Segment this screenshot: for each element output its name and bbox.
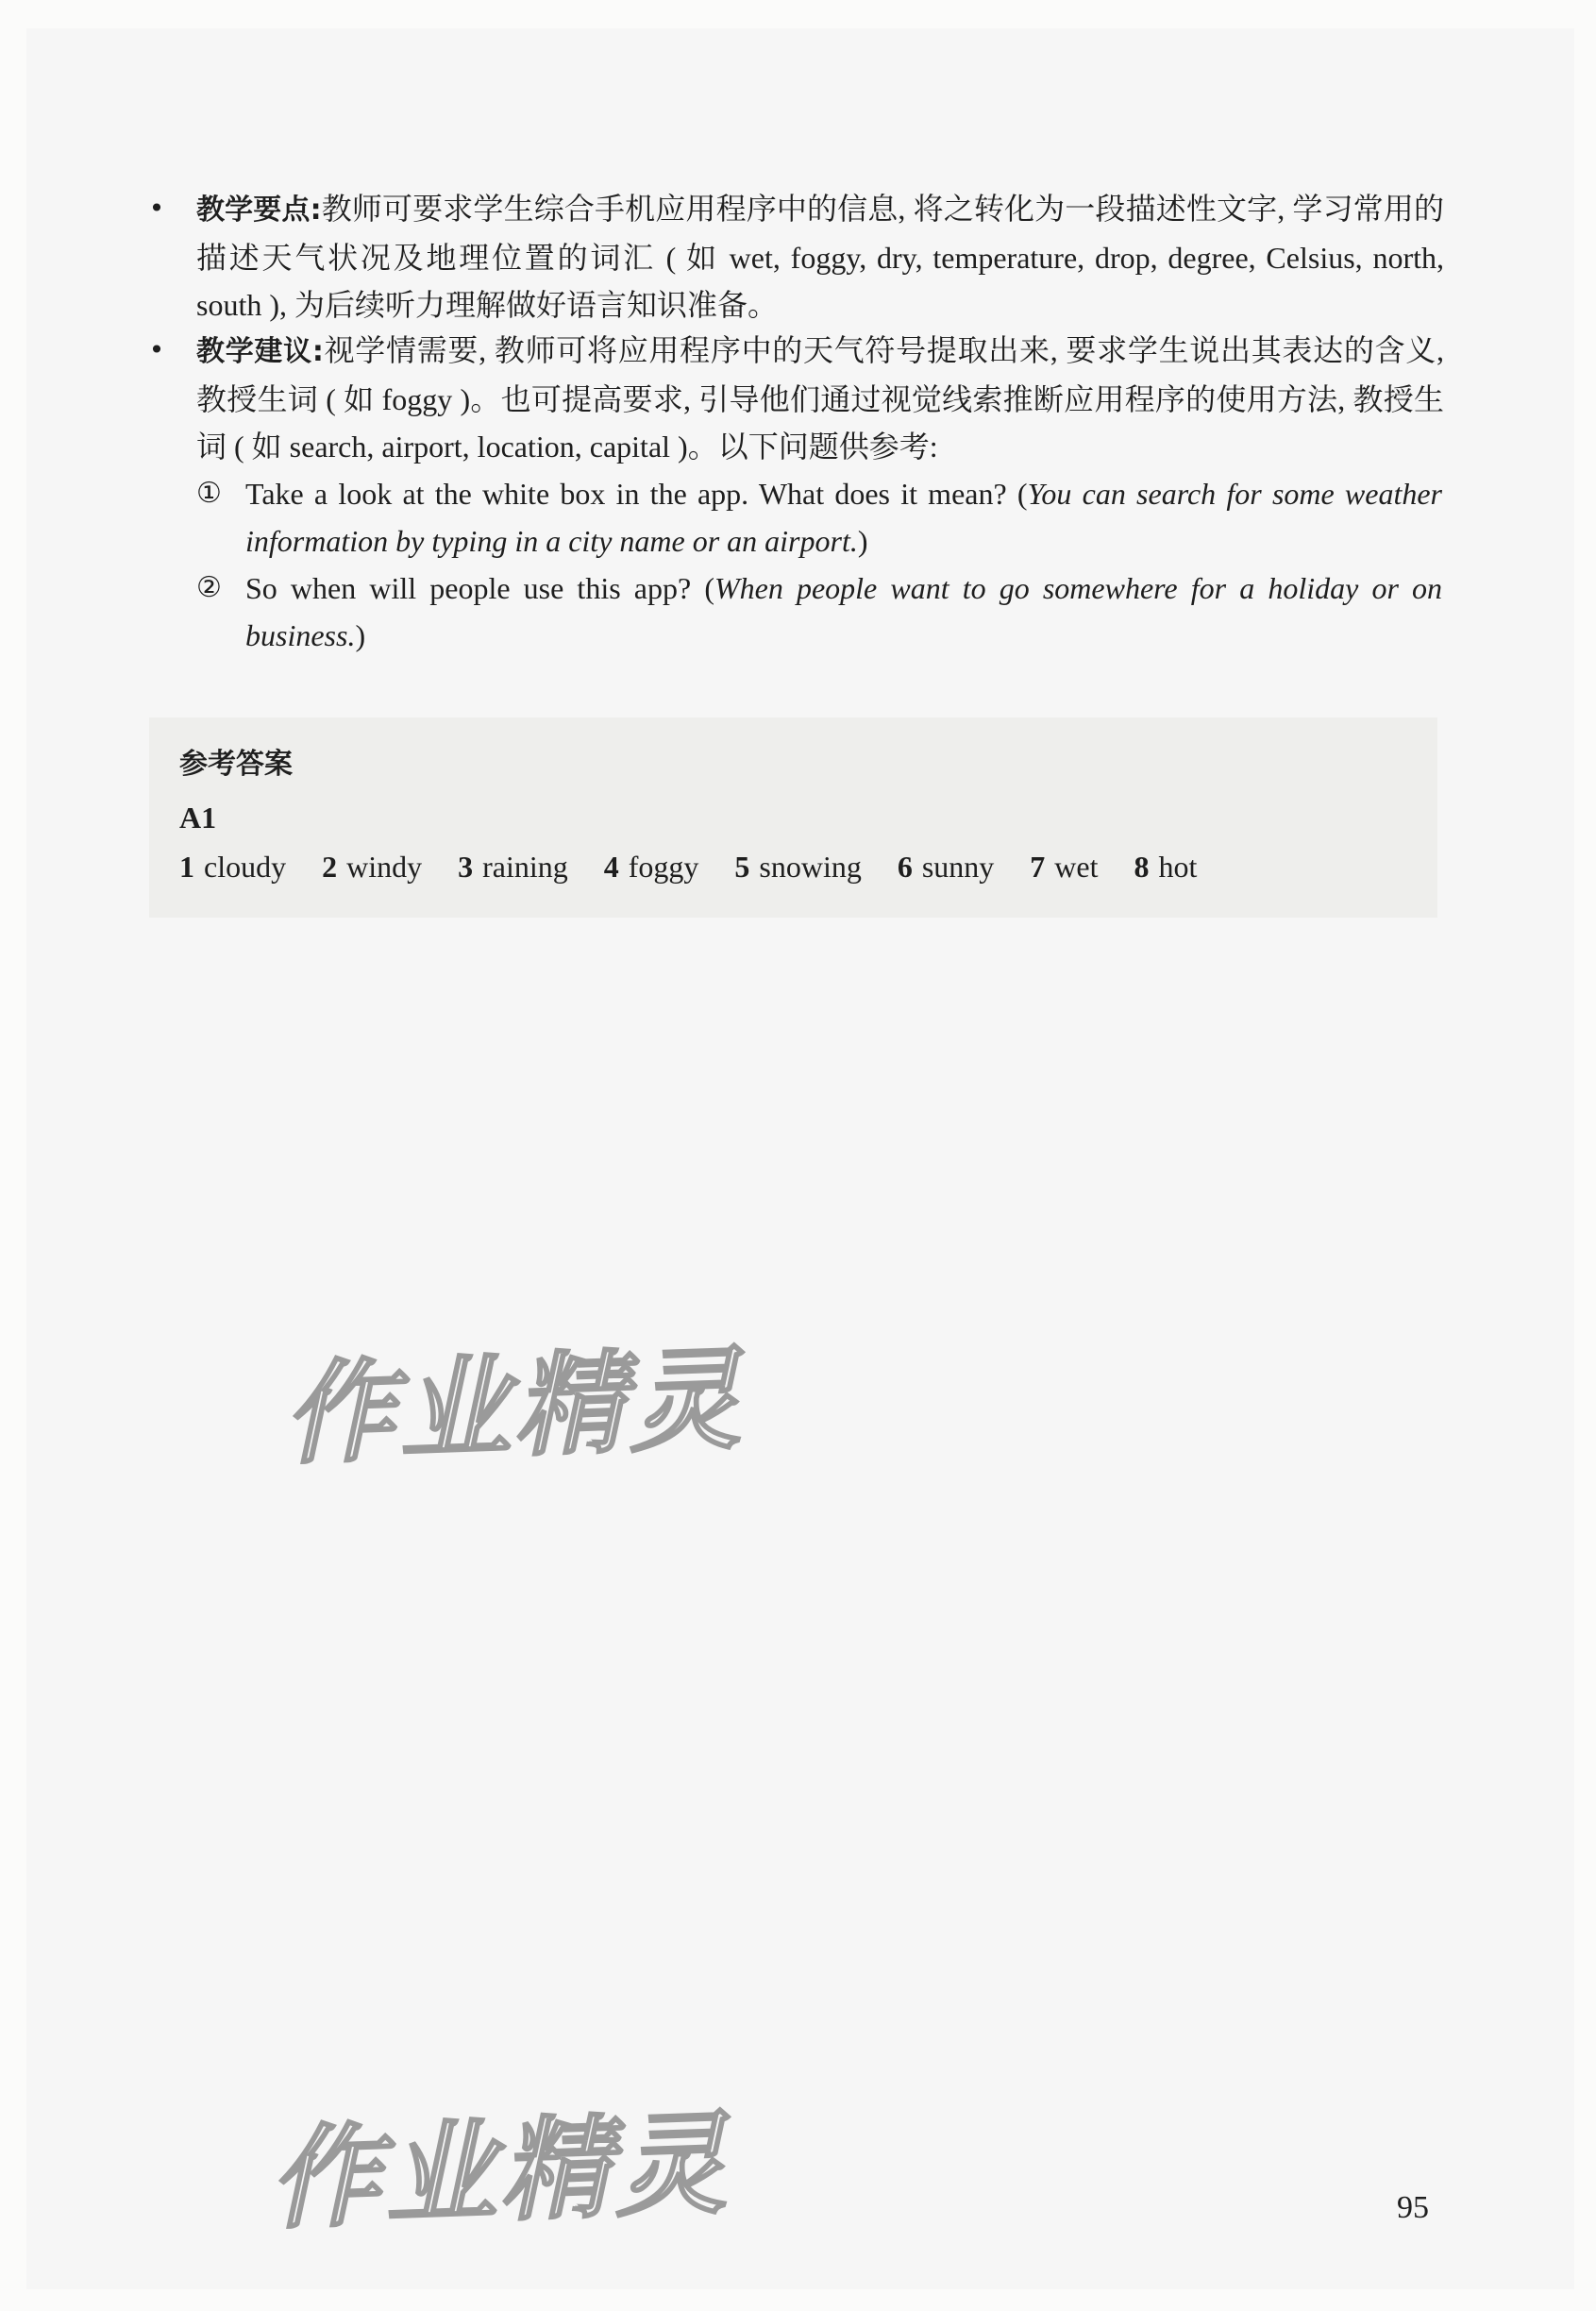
answer-item [898, 850, 994, 885]
question-number: ① [196, 477, 222, 510]
answer-number: 8 [1134, 850, 1150, 884]
teaching-suggestion-text: 视学情需要, 教师可将应用程序中的天气符号提取出来, 要求学生说出其表达的含义, 教授生词 ( 如 foggy )。也可提高要求, 引导他们通过视觉线索推断应用程序的使用方法, 教授生词 ( 如 search, airport, location, capital )。以下问题供参考: [196, 333, 1444, 464]
teaching-points-text: 教师可要求学生综合手机应用程序中的信息, 将之转化为一段描述性文字, 学习常用的描述天气状况及地理位置的词汇 ( 如 wet, foggy, dry, temperature, drop, degree, Celsius, north, south ), 为后续听力理解做好语言知识准备。 [196, 192, 1444, 322]
question-list [196, 470, 1442, 659]
answer-item [179, 850, 286, 885]
question-text: Take a look at the white box in the app. What does it mean? ( [245, 477, 1028, 511]
answer-item [322, 850, 422, 885]
answer-number: 4 [603, 850, 619, 884]
answer-item [458, 850, 568, 885]
question-answer: When people want to go somewhere for a holiday or on business. [245, 571, 1443, 652]
answer-number: 3 [458, 850, 474, 884]
teaching-points-paragraph [196, 185, 1444, 329]
question-close: ) [355, 618, 366, 652]
teaching-points-bullet [148, 185, 1444, 329]
reference-answer-box [149, 717, 1437, 918]
answer-item [1134, 850, 1198, 885]
question-text: So when will people use this app? ( [245, 571, 714, 605]
answer-word: wet [1054, 850, 1099, 884]
answer-word: raining [482, 850, 568, 884]
answer-word: cloudy [204, 850, 287, 884]
bullet-icon: • [148, 334, 165, 365]
page-number: 95 [1397, 2190, 1429, 2225]
answer-item [1030, 850, 1098, 885]
answer-word: windy [346, 850, 423, 884]
answer-number: 5 [734, 850, 750, 884]
answer-section-label: A1 [179, 801, 217, 835]
teaching-suggestion-paragraph [196, 327, 1444, 470]
answer-number: 7 [1030, 850, 1046, 884]
answer-item [734, 850, 861, 885]
answer-word: sunny [921, 850, 995, 884]
question-answer: You can search for some weather information by typing in a city name or an airport. [245, 477, 1443, 558]
teaching-suggestion-label: 教学建议: [196, 335, 324, 368]
answer-row [179, 850, 1225, 885]
answer-number: 6 [897, 850, 913, 884]
reference-answer-title: 参考答案 [179, 748, 293, 781]
teaching-suggestion-bullet [148, 327, 1444, 470]
teaching-points-label: 教学要点: [196, 194, 322, 227]
answer-word: foggy [628, 850, 699, 884]
question-item [196, 470, 1442, 565]
answer-word: snowing [759, 850, 862, 884]
answer-number: 2 [322, 850, 338, 884]
question-close: ) [857, 524, 868, 558]
watermark-logo: 作业精灵 [281, 1333, 747, 1480]
bullet-icon: • [148, 193, 165, 224]
question-number: ② [196, 571, 222, 604]
answer-word: hot [1158, 850, 1198, 884]
watermark-logo: 作业精灵 [267, 2098, 732, 2245]
question-item [196, 565, 1442, 659]
answer-item [604, 850, 699, 885]
answer-number: 1 [179, 850, 194, 884]
